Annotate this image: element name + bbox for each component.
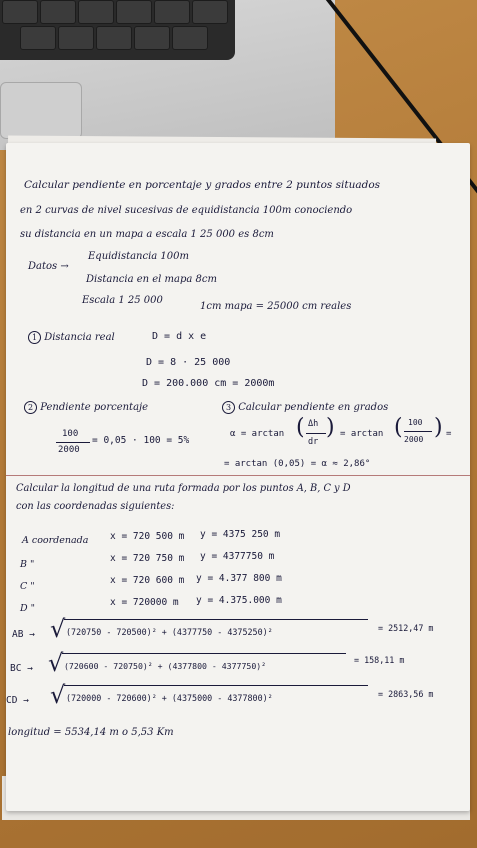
ruta-intro-2: con las coordenadas siguientes: bbox=[16, 501, 175, 512]
dr-label: dr bbox=[308, 437, 319, 447]
segment-bc-name: BC → bbox=[10, 663, 33, 674]
sqrt-bar-bc bbox=[62, 653, 346, 654]
key bbox=[2, 0, 38, 24]
point-a-y: y = 4375 250 m bbox=[200, 529, 281, 540]
segment-bc-result: = 158,11 m bbox=[354, 655, 405, 665]
segment-ab-result: = 2512,47 m bbox=[378, 623, 434, 633]
segment-cd-result: = 2863,56 m bbox=[378, 689, 434, 699]
sqrt-cd: √ bbox=[50, 681, 66, 709]
point-d-label: D " bbox=[20, 603, 36, 614]
n100: 100 bbox=[408, 418, 423, 427]
distancia-real-heading bbox=[28, 331, 115, 344]
equivalencia: 1cm mapa = 25000 cm reales bbox=[200, 301, 352, 312]
segment-cd-name: CD → bbox=[6, 695, 29, 706]
total-length: longitud = 5534,14 m o 5,53 Km bbox=[8, 727, 174, 738]
distancia-real-label: Distancia real bbox=[44, 332, 115, 343]
trackpad bbox=[0, 82, 82, 139]
key bbox=[78, 0, 114, 24]
ruta-intro-1: Calcular la longitud de una ruta formada por los puntos A, B, C y D bbox=[16, 483, 351, 494]
step-number-2: 2 bbox=[24, 401, 37, 414]
datos-label: Datos → bbox=[28, 261, 69, 272]
point-c-label: C " bbox=[20, 581, 35, 592]
sqrt-bar-ab bbox=[64, 619, 368, 620]
sqrt-bar-cd bbox=[64, 685, 368, 686]
key bbox=[134, 26, 170, 50]
segment-ab-expr: (720750 - 720500)² + (4377750 - 4375250)² bbox=[66, 627, 273, 637]
point-b-y: y = 4377750 m bbox=[200, 551, 275, 562]
section-divider bbox=[6, 475, 470, 476]
equidistancia: Equidistancia 100m bbox=[88, 251, 190, 262]
segment-cd-expr: (720000 - 720600)² + (4375000 - 4377800)² bbox=[66, 693, 273, 703]
sqrt-bc: √ bbox=[48, 649, 64, 677]
paren-left: ( bbox=[296, 415, 305, 440]
pendiente-porcentaje-label: Pendiente porcentaje bbox=[40, 402, 149, 413]
notes-sheet bbox=[6, 143, 470, 811]
sqrt-ab: √ bbox=[50, 615, 66, 643]
distancia-real-step2: D = 200.000 cm = 2000m bbox=[142, 378, 275, 389]
pendiente-grados-heading bbox=[222, 401, 388, 414]
point-b-x: x = 720 750 m bbox=[110, 553, 185, 564]
escala: Escala 1 25 000 bbox=[82, 295, 163, 306]
distancia-mapa: Distancia en el mapa 8cm bbox=[86, 274, 217, 285]
paren-right: ) bbox=[326, 415, 335, 440]
pendiente-porcentaje-heading bbox=[24, 401, 148, 414]
segment-ab-name: AB → bbox=[12, 629, 35, 640]
distancia-real-step1: D = 8 · 25 000 bbox=[146, 357, 231, 368]
grados-result: = arctan (0,05) = α ≈ 2,86° bbox=[224, 459, 371, 469]
key bbox=[58, 26, 94, 50]
keyboard bbox=[0, 0, 235, 60]
fraction-numerator: 100 bbox=[62, 429, 79, 439]
porcentaje-result: = 0,05 · 100 = 5% bbox=[92, 435, 190, 446]
alpha-arctan: α = arctan bbox=[230, 429, 285, 439]
distancia-real-formula: D = d x e bbox=[152, 331, 207, 342]
title-line-1: Calcular pendiente en porcentaje y grados entre 2 puntos situados bbox=[24, 179, 381, 191]
key bbox=[96, 26, 132, 50]
key bbox=[154, 0, 190, 24]
point-a-x: x = 720 500 m bbox=[110, 531, 185, 542]
n2000: 2000 bbox=[404, 435, 424, 444]
point-b-label: B " bbox=[20, 559, 35, 570]
point-d-y: y = 4.375.000 m bbox=[196, 595, 282, 606]
point-c-y: y = 4.377 800 m bbox=[196, 573, 282, 584]
key bbox=[40, 0, 76, 24]
n-bar bbox=[404, 431, 432, 432]
dh-dr-bar bbox=[306, 433, 326, 434]
point-c-x: x = 720 600 m bbox=[110, 575, 185, 586]
eq-end: = bbox=[446, 429, 452, 439]
step-number-3: 3 bbox=[222, 401, 235, 414]
point-d-x: x = 720000 m bbox=[110, 597, 179, 608]
paren-right-2: ) bbox=[434, 415, 443, 440]
fraction-bar bbox=[56, 442, 90, 443]
key bbox=[192, 0, 228, 24]
step-number-1: 1 bbox=[28, 331, 41, 344]
fraction-denominator: 2000 bbox=[58, 445, 80, 455]
laptop bbox=[0, 0, 335, 150]
title-line-3: su distancia en un mapa a escala 1 25 000 es 8cm bbox=[20, 229, 274, 240]
title-line-2: en 2 curvas de nivel sucesivas de equidistancia 100m conociendo bbox=[20, 205, 353, 216]
segment-bc-expr: (720600 - 720750)² + (4377800 - 4377750)² bbox=[64, 661, 267, 671]
point-a-label: A coordenada bbox=[22, 535, 89, 546]
dh-label: Δh bbox=[308, 419, 319, 429]
pendiente-grados-label: Calcular pendiente en grados bbox=[238, 402, 389, 413]
paren-left-2: ( bbox=[394, 415, 403, 440]
key bbox=[116, 0, 152, 24]
key bbox=[172, 26, 208, 50]
arctan-eq: = arctan bbox=[340, 429, 384, 439]
key bbox=[20, 26, 56, 50]
